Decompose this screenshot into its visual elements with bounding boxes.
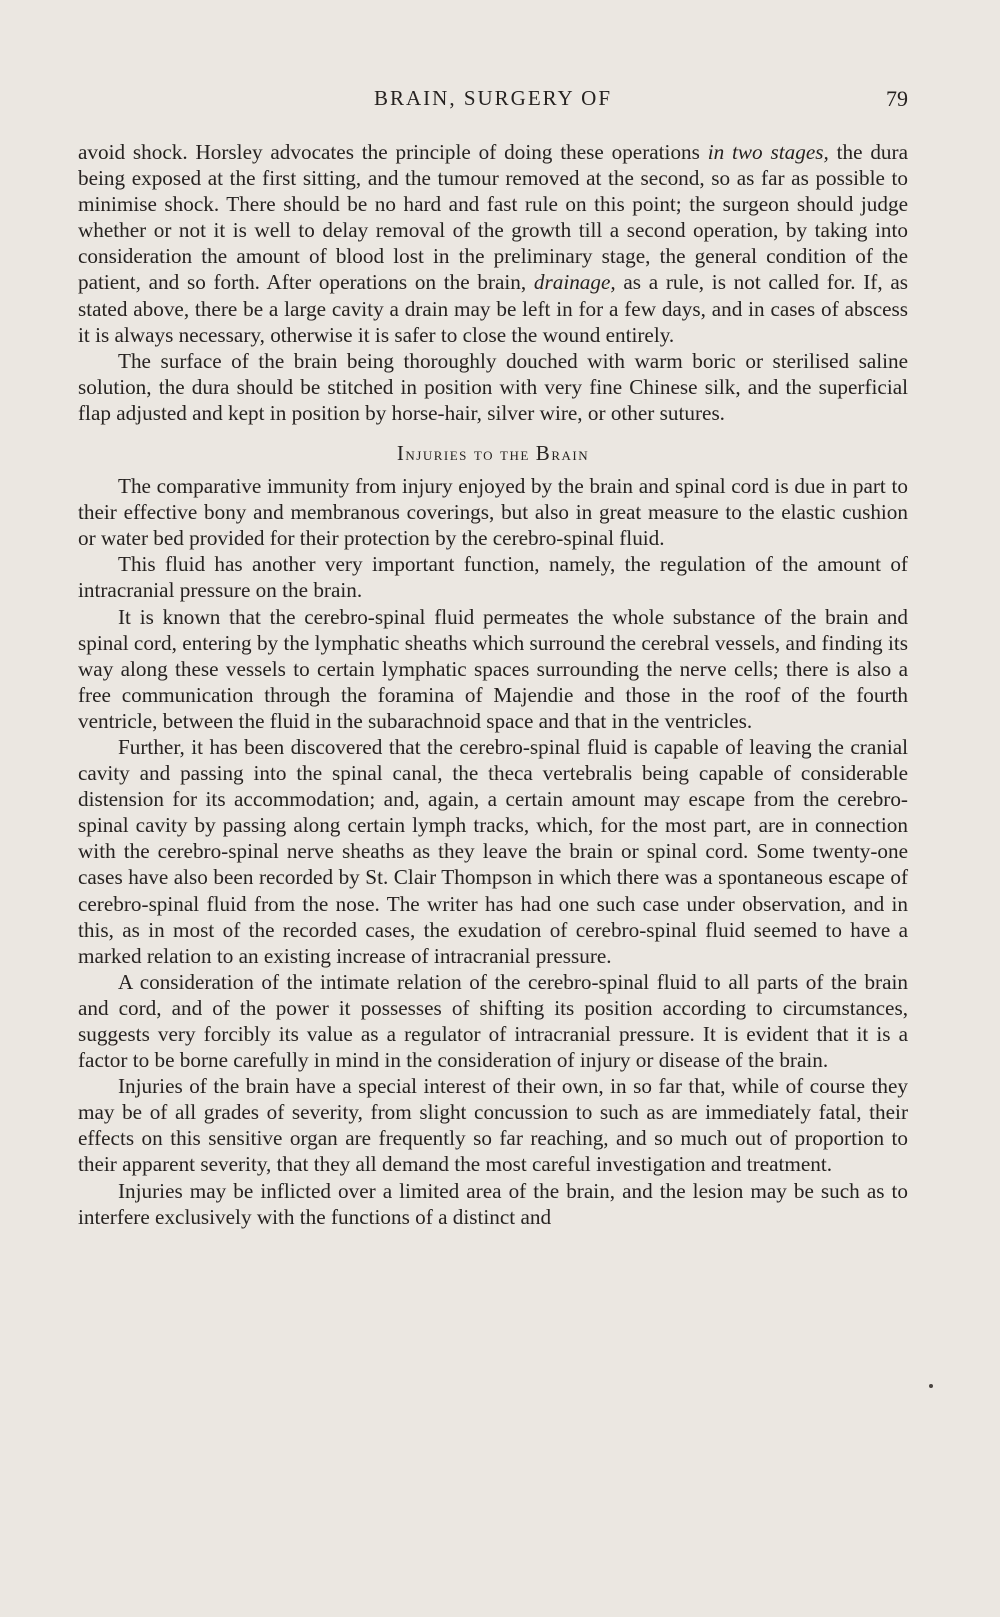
paragraph-1-italic-a: in two stages, bbox=[707, 140, 829, 164]
paragraph-9: Injuries may be inflicted over a limited area of the brain, and the lesion may be such as to interfere exclusively with the functions of a distinct and bbox=[78, 1178, 908, 1229]
paragraph-7: A consideration of the intimate relation of the cerebro-spinal fluid to all parts of the brain and cord, and of the power it possesses of shifting its position according to circumstances, suggests very forcibly its value as a regulator of intracranial pressure. It is evident that it is a factor to be borne carefully in mind in the consideration of injury or disease of the brain. bbox=[78, 969, 908, 1073]
page-number: 79 bbox=[886, 86, 908, 111]
paragraph-4: This fluid has another very important function, namely, the regulation of the amount of intracranial pressure on the brain. bbox=[78, 552, 908, 603]
paragraph-1-text-b: the dura being exposed at the first sitting, and the tumour removed at the second, so as far as possible to minimise shock. There should be no hard and fast rule on this point; the surgeon should judge whether or not it is well to delay removal of the growth till a second operation, by taking into consideration the amount of blood lost in the preliminary stage, the general condition of the patient, and so forth. After operations on the brain, bbox=[78, 140, 908, 295]
body-text bbox=[78, 139, 908, 1230]
paragraph-2: The surface of the brain being thoroughly douched with warm boric or sterilised saline solution, the dura should be stitched in position with very fine Chinese silk, and the superficial flap adjusted and kept in position by horse-hair, silver wire, or other sutures. bbox=[78, 348, 908, 425]
section-heading bbox=[78, 441, 908, 466]
paragraph-1-text-a: avoid shock. Horsley advocates the principle of doing these operations bbox=[78, 140, 708, 164]
paragraph-5: It is known that the cerebro-spinal fluid permeates the whole substance of the brain and spinal cord, entering by the lymphatic sheaths which surround the cerebral vessels, and finding its way along these vessels to certain lymphatic spaces surrounding the nerve cells; there is also a free communication through the foramina of Majendie and those in the roof of the fourth ventricle, between the fluid in the subarachnoid space and that in the ventricles. bbox=[78, 604, 908, 733]
paragraph-1-text-c: as a rule, is not called for. If, as stated above, there be a large cavity a drain may be left in for a few days, and in cases of abscess it is always necessary, otherwise it is safer to close the wound entirely. bbox=[78, 270, 908, 347]
heading-word-2: to the bbox=[473, 444, 530, 465]
paragraph-6: Further, it has been discovered that the cerebro-spinal fluid is capable of leaving the cranial cavity and passing into the spinal canal, the theca vertebralis being capable of considerable distension for its accommodation; and, again, a certain amount may escape from the cerebro-spinal cavity by passing along certain lymph tracks, which, for the most part, are in connection with the cerebro-spinal nerve sheaths as they leave the brain or spinal cord. Some twenty-one cases have also been recorded by St. Clair Thompson in which there was a spontaneous escape of cerebro-spinal fluid from the nose. The writer has had one such case under observation, and in this, as in most of the recorded cases, the exudation of cerebro-spinal fluid seemed to have a marked relation to an existing increase of intracranial pressure. bbox=[78, 734, 908, 968]
margin-dot bbox=[929, 1384, 933, 1388]
paragraph-8: Injuries of the brain have a special interest of their own, in so far that, while of course they may be of all grades of severity, from slight concussion to such as are immediately fatal, their effects on this sensitive organ are frequently so far reaching, and so much out of proportion to their apparent severity, that they all demand the most careful investigation and treatment. bbox=[78, 1074, 908, 1177]
running-head: BRAIN, SURGERY OF bbox=[373, 86, 612, 110]
paragraph-3: The comparative immunity from injury enjoyed by the brain and spinal cord is due in part to their effective bony and membranous coverings, but also in great measure to the elastic cushion or water bed provided for their protection by the cerebro-spinal fluid. bbox=[78, 474, 908, 551]
heading-initial-1: I bbox=[396, 441, 406, 466]
paragraph-1-italic-b: drainage, bbox=[533, 270, 616, 295]
heading-initial-3: B bbox=[535, 441, 552, 466]
heading-rest-3: rain bbox=[551, 444, 590, 465]
page-header bbox=[78, 86, 908, 120]
heading-rest-1: njuries bbox=[405, 444, 468, 465]
paragraph-1 bbox=[78, 139, 908, 348]
